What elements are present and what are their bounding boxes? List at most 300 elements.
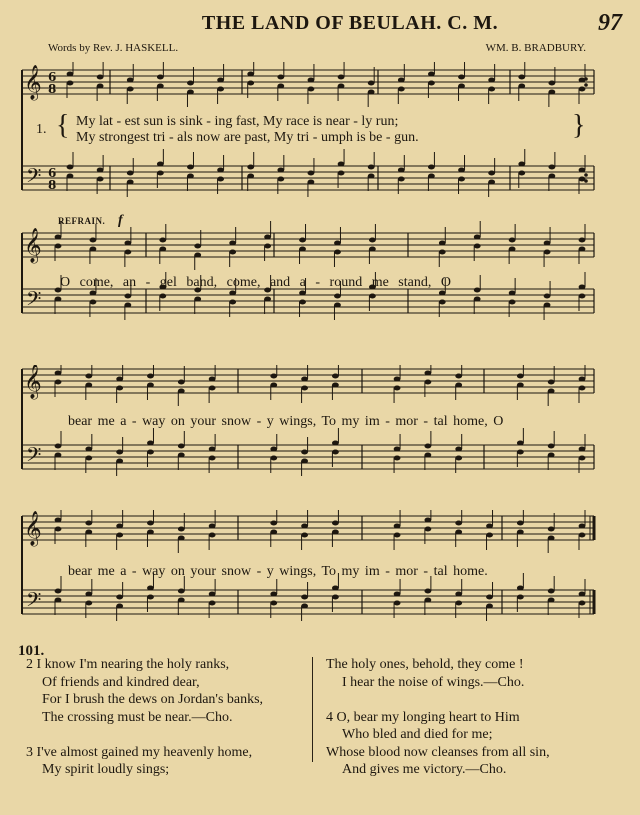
note-head — [334, 294, 341, 299]
note-head — [209, 456, 216, 461]
note-head — [394, 456, 401, 461]
note-head — [458, 84, 465, 89]
music-credit: WM. B. BRADBURY. — [485, 42, 586, 54]
note-head — [579, 168, 586, 173]
note-head — [486, 533, 493, 538]
score-system-3 — [18, 365, 598, 505]
note-head — [209, 386, 216, 391]
stanza-line: 2 I know I'm nearing the holy ranks, — [26, 657, 230, 672]
note-head — [332, 595, 339, 600]
note-head — [67, 165, 74, 170]
note-head — [247, 72, 254, 77]
note-head — [209, 524, 216, 529]
note-head — [301, 459, 308, 464]
note-head — [398, 177, 405, 182]
stanzas-right-column — [326, 656, 550, 779]
note-head — [334, 250, 341, 255]
note-head — [369, 247, 376, 252]
note-head — [147, 521, 154, 526]
music-system-1 — [18, 62, 598, 207]
verse-1-line-1: My lat - est sun is sink - ing fast, My race is near - ly run; — [76, 114, 399, 129]
hymn-number: 101. — [18, 643, 45, 659]
note-head — [548, 527, 555, 532]
note-head — [579, 601, 586, 606]
stanza-line: The crossing must be near.—Cho. — [42, 709, 233, 725]
stanza-line: My spirit loudly sings; — [42, 762, 170, 777]
note-head — [455, 601, 462, 606]
note-head — [85, 592, 92, 597]
note-head — [338, 171, 345, 176]
note-head — [147, 595, 154, 600]
note-head — [85, 521, 92, 526]
note-head — [301, 595, 308, 600]
note-head — [332, 383, 339, 388]
note-head — [579, 247, 586, 252]
repeat-dot — [584, 173, 588, 177]
note-head — [544, 294, 551, 299]
note-head — [264, 297, 271, 302]
note-head — [338, 162, 345, 167]
note-head — [579, 285, 586, 290]
note-head — [424, 518, 431, 523]
note-head — [398, 78, 405, 83]
note-head — [217, 168, 224, 173]
note-head — [90, 238, 97, 243]
verse-1-line-2: My strongest tri - als now are past, My tri - umph is be - gun. — [76, 130, 419, 145]
note-head — [55, 380, 62, 385]
stanza-line: For I brush the dews on Jordan's banks, — [42, 692, 264, 707]
time-signature-bottom: 8 — [48, 178, 57, 192]
note-head — [299, 238, 306, 243]
note-head — [217, 78, 224, 83]
note-head — [124, 250, 131, 255]
note-head — [209, 601, 216, 606]
note-head — [424, 444, 431, 449]
time-signature-bottom: 8 — [48, 82, 57, 96]
note-head — [116, 450, 123, 455]
note-head — [509, 291, 516, 296]
note-head — [299, 300, 306, 305]
note-head — [394, 601, 401, 606]
note-head — [90, 300, 97, 305]
note-head — [55, 453, 62, 458]
note-head — [308, 180, 315, 185]
note-head — [517, 586, 524, 591]
note-head — [116, 386, 123, 391]
note-head — [264, 235, 271, 240]
stanza-line: I hear the noise of wings.—Cho. — [342, 674, 525, 690]
note-head — [209, 447, 216, 452]
note-head — [157, 162, 164, 167]
note-head — [67, 174, 74, 179]
note-head — [209, 533, 216, 538]
note-head — [247, 174, 254, 179]
note-head — [270, 592, 277, 597]
note-head — [147, 450, 154, 455]
note-head — [178, 453, 185, 458]
note-head — [277, 84, 284, 89]
refrain-lyrics-1: O come, an - gel band, come, and a - round me stand, O — [60, 275, 451, 290]
refrain-label: REFRAIN. — [58, 216, 106, 226]
note-head — [424, 589, 431, 594]
note-head — [85, 374, 92, 379]
note-head — [332, 530, 339, 535]
note-head — [97, 168, 104, 173]
note-head — [428, 72, 435, 77]
note-head — [332, 441, 339, 446]
repeat-dot — [584, 179, 588, 183]
note-head — [332, 374, 339, 379]
note-head — [157, 84, 164, 89]
note-head — [548, 380, 555, 385]
note-head — [308, 87, 315, 92]
lyric-brace-right: } — [572, 110, 586, 141]
note-head — [178, 527, 185, 532]
note-head — [299, 291, 306, 296]
note-head — [544, 250, 551, 255]
note-head — [579, 294, 586, 299]
repeat-dot — [584, 83, 588, 87]
note-head — [439, 300, 446, 305]
note-head — [229, 241, 236, 246]
note-head — [301, 377, 308, 382]
note-head — [334, 303, 341, 308]
note-head — [157, 171, 164, 176]
note-head — [308, 78, 315, 83]
stanza-divider — [312, 657, 313, 762]
note-head — [548, 444, 555, 449]
note-head — [474, 288, 481, 293]
note-head — [455, 447, 462, 452]
note-head — [548, 81, 555, 86]
note-head — [127, 180, 134, 185]
note-head — [159, 294, 166, 299]
note-head — [270, 456, 277, 461]
note-head — [332, 586, 339, 591]
note-head — [579, 447, 586, 452]
note-head — [217, 177, 224, 182]
note-head — [398, 87, 405, 92]
note-head — [270, 383, 277, 388]
note-head — [548, 598, 555, 603]
note-head — [458, 177, 465, 182]
note-head — [55, 244, 62, 249]
hymn-title: THE LAND OF BEULAH. C. M. — [201, 12, 499, 34]
bass-clef: 𝄢 — [26, 164, 42, 192]
note-head — [194, 244, 201, 249]
note-head — [548, 453, 555, 458]
note-head — [579, 377, 586, 382]
note-head — [439, 250, 446, 255]
note-head — [55, 444, 62, 449]
note-head — [159, 238, 166, 243]
note-head — [455, 521, 462, 526]
note-head — [124, 303, 131, 308]
note-head — [548, 536, 555, 541]
note-head — [116, 377, 123, 382]
note-head — [124, 241, 131, 246]
bass-clef: 𝄢 — [26, 588, 42, 616]
note-head — [116, 459, 123, 464]
note-head — [369, 238, 376, 243]
note-head — [90, 291, 97, 296]
note-head — [277, 75, 284, 80]
note-head — [124, 294, 131, 299]
note-head — [301, 386, 308, 391]
note-head — [178, 536, 185, 541]
note-head — [424, 380, 431, 385]
refrain-lyrics-3: bear me a - way on your snow - y wings, To my im - mor - tal home. — [68, 564, 488, 579]
note-head — [229, 300, 236, 305]
note-head — [178, 589, 185, 594]
note-head — [368, 165, 375, 170]
note-head — [127, 78, 134, 83]
note-head — [270, 447, 277, 452]
note-head — [486, 604, 493, 609]
note-head — [474, 297, 481, 302]
treble-clef: 𝄞 — [24, 65, 42, 100]
note-head — [394, 377, 401, 382]
note-head — [308, 171, 315, 176]
note-head — [229, 291, 236, 296]
note-head — [424, 453, 431, 458]
note-head — [517, 595, 524, 600]
note-head — [424, 598, 431, 603]
note-head — [147, 374, 154, 379]
note-head — [439, 291, 446, 296]
note-head — [301, 450, 308, 455]
note-head — [270, 530, 277, 535]
note-head — [97, 75, 104, 80]
note-head — [424, 371, 431, 376]
note-head — [299, 247, 306, 252]
note-head — [116, 595, 123, 600]
note-head — [488, 78, 495, 83]
note-head — [517, 441, 524, 446]
note-head — [548, 174, 555, 179]
note-head — [301, 533, 308, 538]
note-head — [55, 598, 62, 603]
note-head — [67, 72, 74, 77]
time-signature-top: 6 — [48, 166, 57, 180]
treble-clef: 𝄞 — [24, 365, 42, 399]
note-head — [486, 524, 493, 529]
note-head — [194, 253, 201, 258]
note-head — [518, 84, 525, 89]
note-head — [67, 81, 74, 86]
note-head — [518, 162, 525, 167]
note-head — [97, 177, 104, 182]
lyric-brace-left: { — [56, 110, 70, 141]
note-head — [517, 530, 524, 535]
note-head — [332, 450, 339, 455]
stanza-line — [326, 691, 550, 709]
stanzas-left-column — [26, 656, 263, 779]
note-head — [579, 592, 586, 597]
bass-clef: 𝄢 — [26, 287, 42, 315]
note-head — [264, 244, 271, 249]
music-system-4 — [18, 510, 598, 645]
note-head — [474, 235, 481, 240]
note-head — [159, 247, 166, 252]
note-head — [455, 383, 462, 388]
note-head — [97, 84, 104, 89]
note-head — [518, 171, 525, 176]
note-head — [368, 90, 375, 95]
note-head — [55, 371, 62, 376]
note-head — [455, 374, 462, 379]
note-head — [579, 238, 586, 243]
dynamic-forte: f — [118, 213, 123, 228]
note-head — [270, 374, 277, 379]
note-head — [509, 300, 516, 305]
note-head — [147, 441, 154, 446]
note-head — [187, 174, 194, 179]
note-head — [90, 247, 97, 252]
note-head — [332, 521, 339, 526]
note-head — [187, 81, 194, 86]
note-head — [455, 592, 462, 597]
note-head — [579, 386, 586, 391]
treble-clef: 𝄞 — [24, 511, 42, 546]
note-head — [116, 604, 123, 609]
note-head — [247, 165, 254, 170]
note-head — [194, 297, 201, 302]
note-head — [548, 165, 555, 170]
stanza-line: Whose blood now cleanses from all sin, — [326, 744, 550, 760]
note-head — [428, 174, 435, 179]
note-head — [147, 383, 154, 388]
note-head — [394, 592, 401, 597]
note-head — [579, 524, 586, 529]
note-head — [394, 447, 401, 452]
repeat-dot — [584, 77, 588, 81]
note-head — [277, 168, 284, 173]
verse-number: 1. — [36, 122, 47, 137]
note-head — [229, 250, 236, 255]
note-head — [187, 165, 194, 170]
note-head — [270, 521, 277, 526]
note-head — [178, 389, 185, 394]
note-head — [548, 389, 555, 394]
note-head — [209, 377, 216, 382]
note-head — [85, 530, 92, 535]
note-head — [455, 530, 462, 535]
note-head — [277, 177, 284, 182]
note-head — [424, 527, 431, 532]
note-head — [369, 294, 376, 299]
note-head — [270, 601, 277, 606]
note-head — [55, 589, 62, 594]
refrain-lyrics-2: bear me a - way on your snow - y wings, To my im - mor - tal home, O — [68, 414, 504, 429]
stanza-line: And gives me victory.—Cho. — [342, 762, 507, 777]
note-head — [368, 174, 375, 179]
note-head — [116, 533, 123, 538]
note-head — [439, 241, 446, 246]
note-head — [338, 75, 345, 80]
stanza-line: 4 O, bear my longing heart to Him — [326, 709, 520, 725]
note-head — [157, 75, 164, 80]
note-head — [458, 168, 465, 173]
note-head — [334, 241, 341, 246]
note-head — [509, 247, 516, 252]
note-head — [488, 171, 495, 176]
note-head — [338, 84, 345, 89]
note-head — [428, 81, 435, 86]
time-signature-top: 6 — [48, 70, 57, 84]
note-head — [178, 380, 185, 385]
note-head — [455, 456, 462, 461]
note-head — [55, 527, 62, 532]
note-head — [85, 447, 92, 452]
note-head — [428, 165, 435, 170]
note-head — [548, 589, 555, 594]
note-head — [301, 604, 308, 609]
music-system-2 — [18, 213, 598, 348]
note-head — [579, 87, 586, 92]
note-head — [368, 81, 375, 86]
note-head — [517, 521, 524, 526]
note-head — [147, 586, 154, 591]
note-head — [55, 297, 62, 302]
note-head — [517, 450, 524, 455]
stanza-line: 3 I've almost gained my heavenly home, — [26, 744, 253, 760]
note-head — [178, 444, 185, 449]
note-head — [209, 592, 216, 597]
note-head — [178, 598, 185, 603]
note-head — [548, 90, 555, 95]
note-head — [187, 90, 194, 95]
music-system-3 — [18, 365, 598, 505]
note-head — [488, 180, 495, 185]
note-head — [247, 81, 254, 86]
bass-clef: 𝄢 — [26, 443, 42, 471]
note-head — [116, 524, 123, 529]
note-head — [486, 595, 493, 600]
note-head — [544, 241, 551, 246]
stanza-line: The holy ones, behold, they come ! — [326, 657, 524, 672]
note-head — [394, 524, 401, 529]
stanza-line: Of friends and kindred dear, — [42, 674, 200, 690]
note-head — [394, 386, 401, 391]
note-head — [509, 238, 516, 243]
note-head — [85, 383, 92, 388]
note-head — [55, 518, 62, 523]
note-head — [517, 383, 524, 388]
note-head — [474, 244, 481, 249]
note-head — [217, 87, 224, 92]
note-head — [127, 171, 134, 176]
note-head — [55, 235, 62, 240]
note-head — [147, 530, 154, 535]
note-head — [579, 533, 586, 538]
note-head — [458, 75, 465, 80]
note-head — [579, 456, 586, 461]
page-number: 97 — [598, 10, 622, 36]
stanza-line: Who bled and died for me; — [342, 727, 493, 742]
note-head — [301, 524, 308, 529]
note-head — [544, 303, 551, 308]
stanza-line — [26, 726, 263, 744]
note-head — [85, 456, 92, 461]
note-head — [85, 601, 92, 606]
note-head — [398, 168, 405, 173]
words-credit: Words by Rev. J. HASKELL. — [48, 42, 179, 54]
note-head — [518, 75, 525, 80]
treble-clef: 𝄞 — [24, 228, 42, 263]
note-head — [127, 87, 134, 92]
note-head — [488, 87, 495, 92]
